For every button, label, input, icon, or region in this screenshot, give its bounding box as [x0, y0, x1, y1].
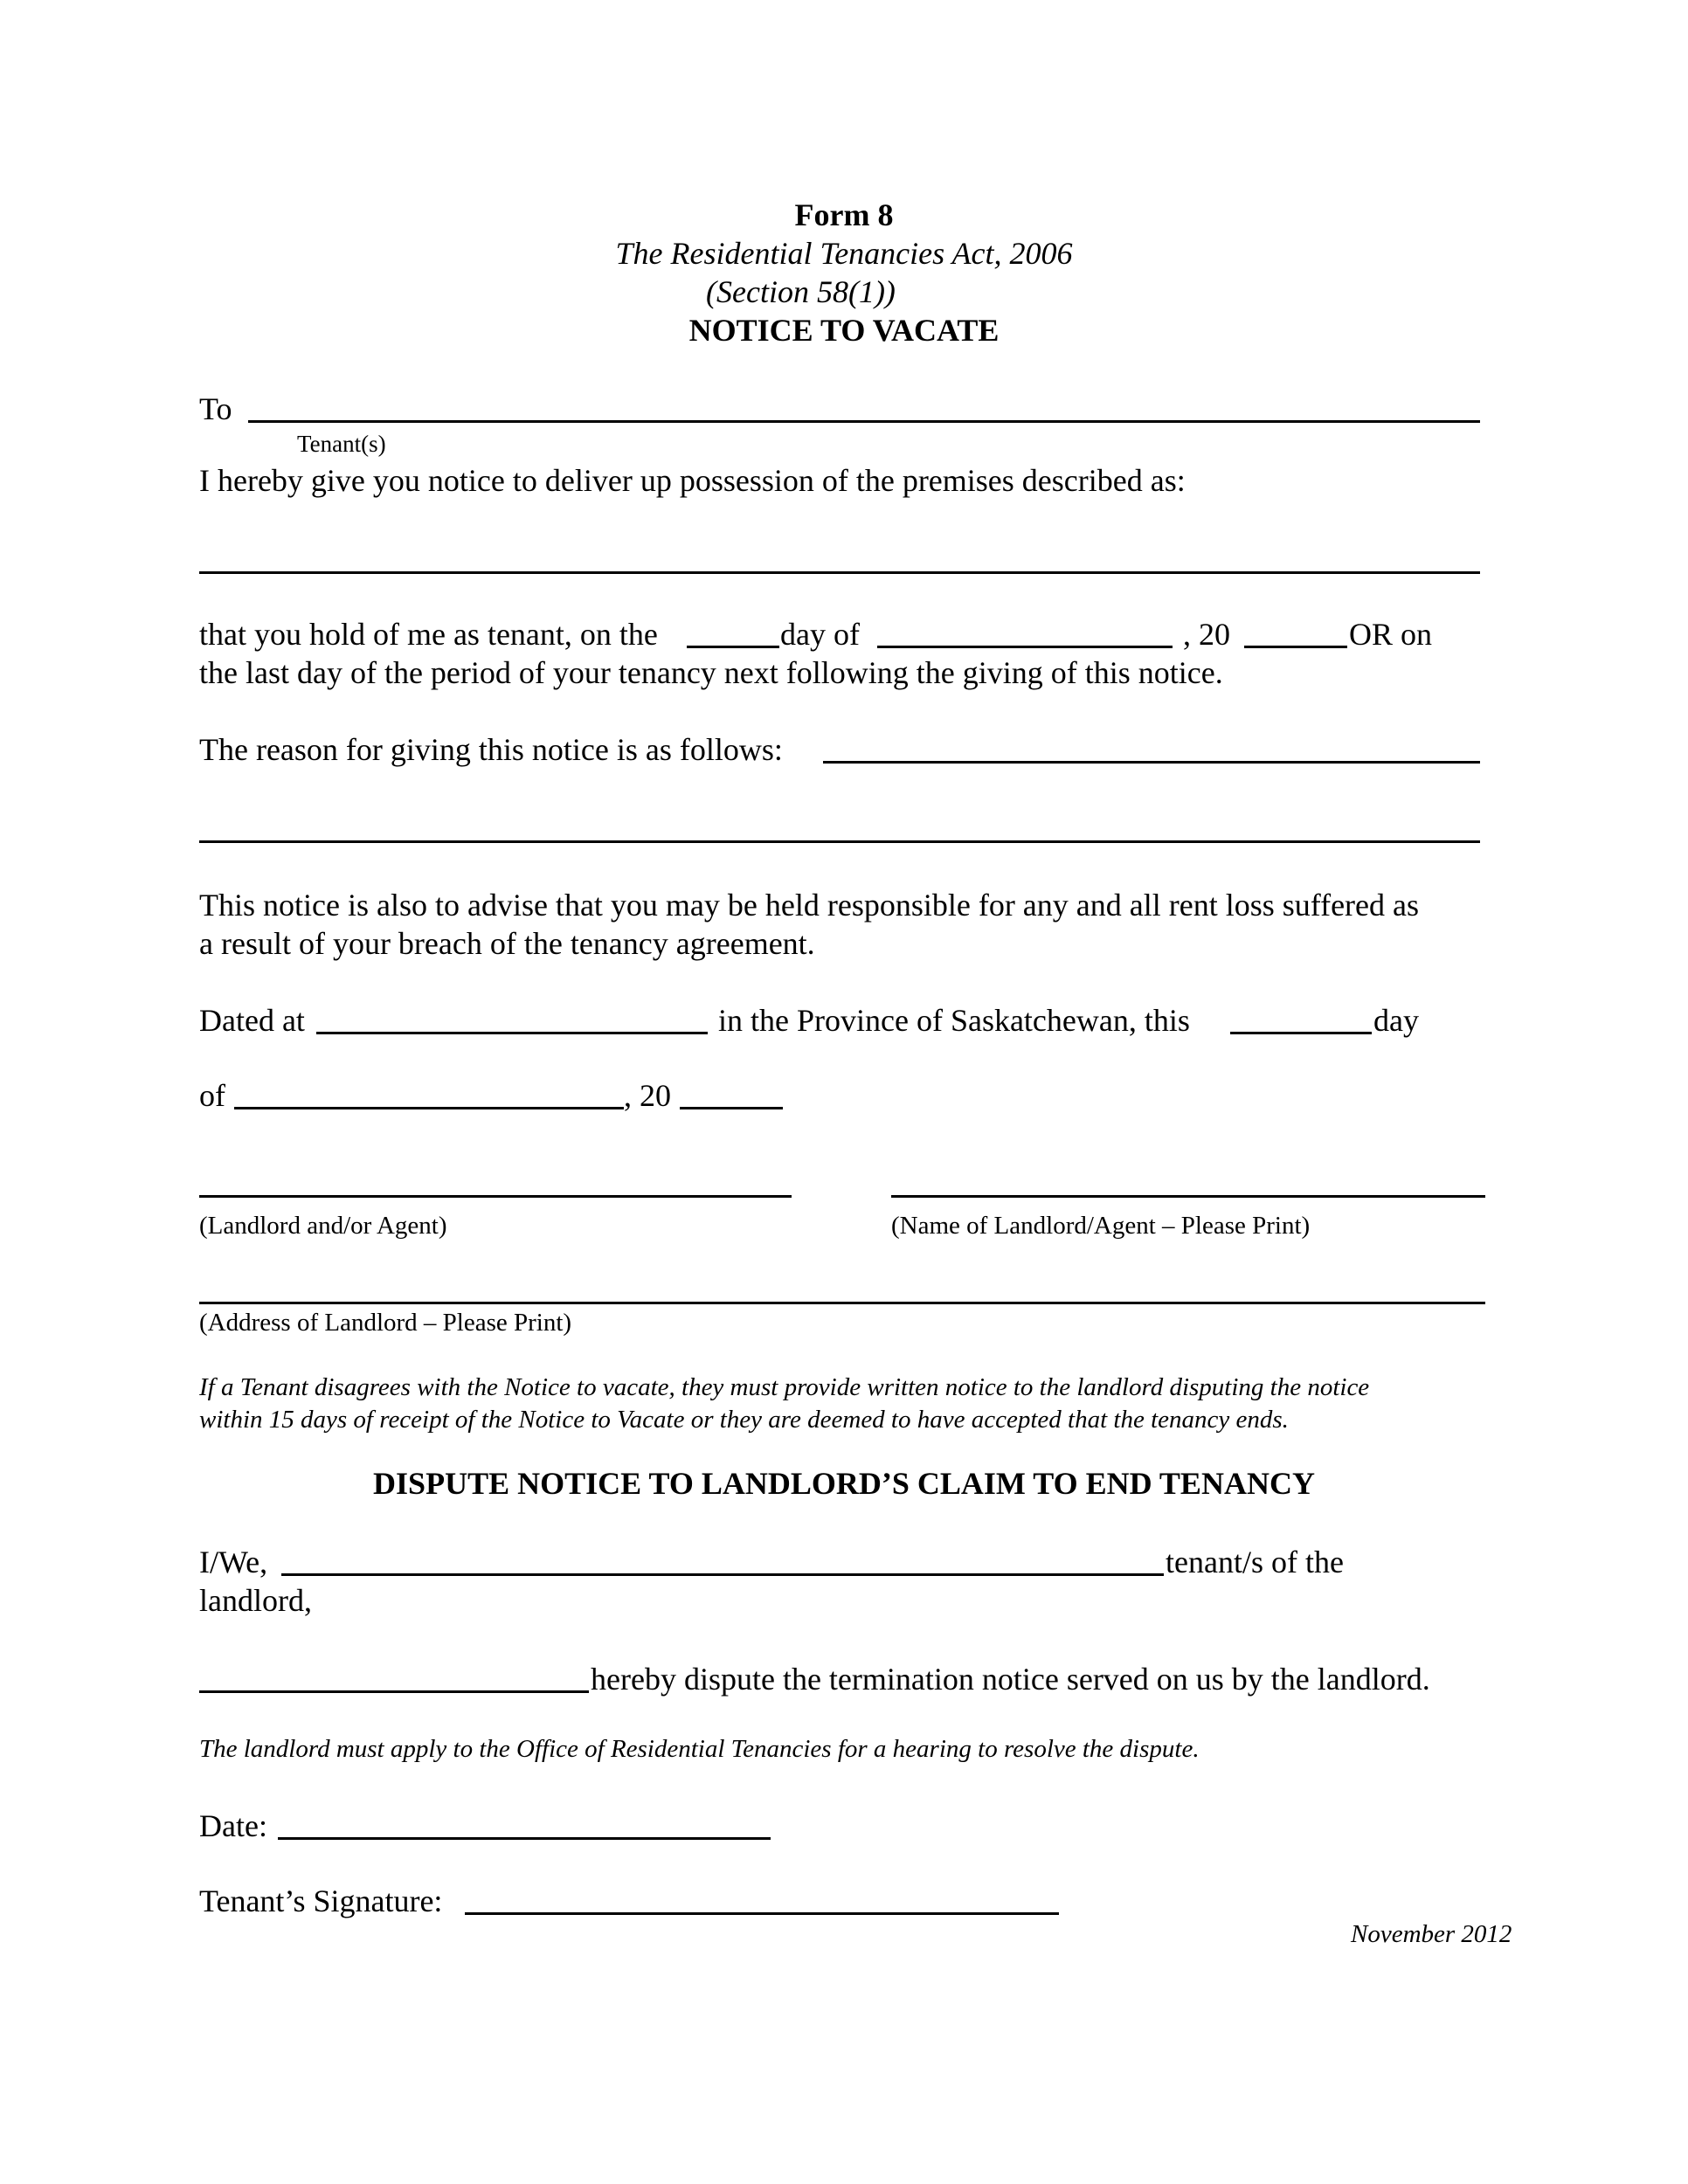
reason-field-1[interactable]	[823, 761, 1480, 764]
address-caption: (Address of Landlord – Please Print)	[199, 1309, 572, 1337]
tenant-signature-field[interactable]	[465, 1912, 1059, 1915]
dispute-landlord-field[interactable]	[199, 1690, 589, 1693]
hold-text-day-of: day of	[780, 617, 860, 652]
to-label: To	[199, 391, 232, 426]
tenant-name-field[interactable]	[248, 420, 1480, 423]
possession-text: I hereby give you notice to deliver up possession of the premises described as:	[199, 463, 1186, 498]
form-number: Form 8	[794, 197, 894, 232]
reason-field-2[interactable]	[199, 840, 1480, 843]
dated-day-field[interactable]	[1230, 1032, 1372, 1034]
tenant-names-field[interactable]	[281, 1573, 1164, 1576]
hold-text-year: , 20	[1183, 617, 1230, 652]
year-field[interactable]	[1244, 646, 1347, 648]
province-text: in the Province of Saskatchewan, this	[718, 1003, 1190, 1038]
date-label: Date:	[199, 1808, 267, 1843]
landlord-address-field[interactable]	[199, 1302, 1485, 1304]
tenants-of-text: tenant/s of the	[1166, 1545, 1344, 1579]
signature-label: Tenant’s Signature:	[199, 1883, 443, 1918]
of-label: of	[199, 1078, 225, 1113]
tenant-caption: Tenant(s)	[297, 431, 386, 457]
hold-text-start: that you hold of me as tenant, on the	[199, 617, 658, 652]
dispute-text: hereby dispute the termination notice served on us by the landlord.	[591, 1662, 1430, 1697]
hold-text-period: the last day of the period of your tenancy next following the giving of this notice.	[199, 655, 1223, 690]
premises-description-field[interactable]	[199, 571, 1480, 574]
dated-at-label: Dated at	[199, 1003, 305, 1038]
date-field[interactable]	[278, 1837, 771, 1840]
dated-month-field[interactable]	[234, 1107, 624, 1109]
act-title: The Residential Tenancies Act, 2006	[615, 236, 1073, 271]
landlord-word: landlord,	[199, 1583, 312, 1618]
dated-year-prefix: , 20	[624, 1078, 671, 1113]
revision-date: November 2012	[1351, 1920, 1512, 1948]
reason-label: The reason for giving this notice is as follows:	[199, 732, 783, 767]
dated-year-field[interactable]	[680, 1107, 783, 1109]
month-field[interactable]	[877, 646, 1173, 648]
landlord-caption: (Landlord and/or Agent)	[199, 1212, 447, 1240]
page-title: NOTICE TO VACATE	[688, 313, 1000, 348]
landlord-name-field[interactable]	[891, 1195, 1485, 1198]
apply-note: The landlord must apply to the Office of Residential Tenancies for a hearing to resolve the dispute.	[199, 1735, 1200, 1763]
dated-at-field[interactable]	[316, 1032, 708, 1034]
landlord-signature-field[interactable]	[199, 1195, 792, 1198]
dispute-title: DISPUTE NOTICE TO LANDLORD’S CLAIM TO END TENANCY	[373, 1466, 1315, 1501]
disagree-note-2: within 15 days of receipt of the Notice to Vacate or they are deemed to have accepted that the tenancy ends.	[199, 1406, 1289, 1434]
hold-text-or-on: OR on	[1349, 617, 1433, 652]
section-reference: (Section 58(1))	[706, 274, 896, 309]
advise-text-1: This notice is also to advise that you may be held responsible for any and all rent loss suffered as	[199, 888, 1420, 923]
disagree-note-1: If a Tenant disagrees with the Notice to vacate, they must provide written notice to the landlord disputing the notice	[199, 1373, 1370, 1401]
advise-text-2: a result of your breach of the tenancy agreement.	[199, 926, 815, 961]
name-caption: (Name of Landlord/Agent – Please Print)	[891, 1212, 1311, 1240]
day-label: day	[1373, 1003, 1419, 1038]
day-field[interactable]	[687, 646, 779, 648]
iwe-label: I/We,	[199, 1545, 268, 1579]
